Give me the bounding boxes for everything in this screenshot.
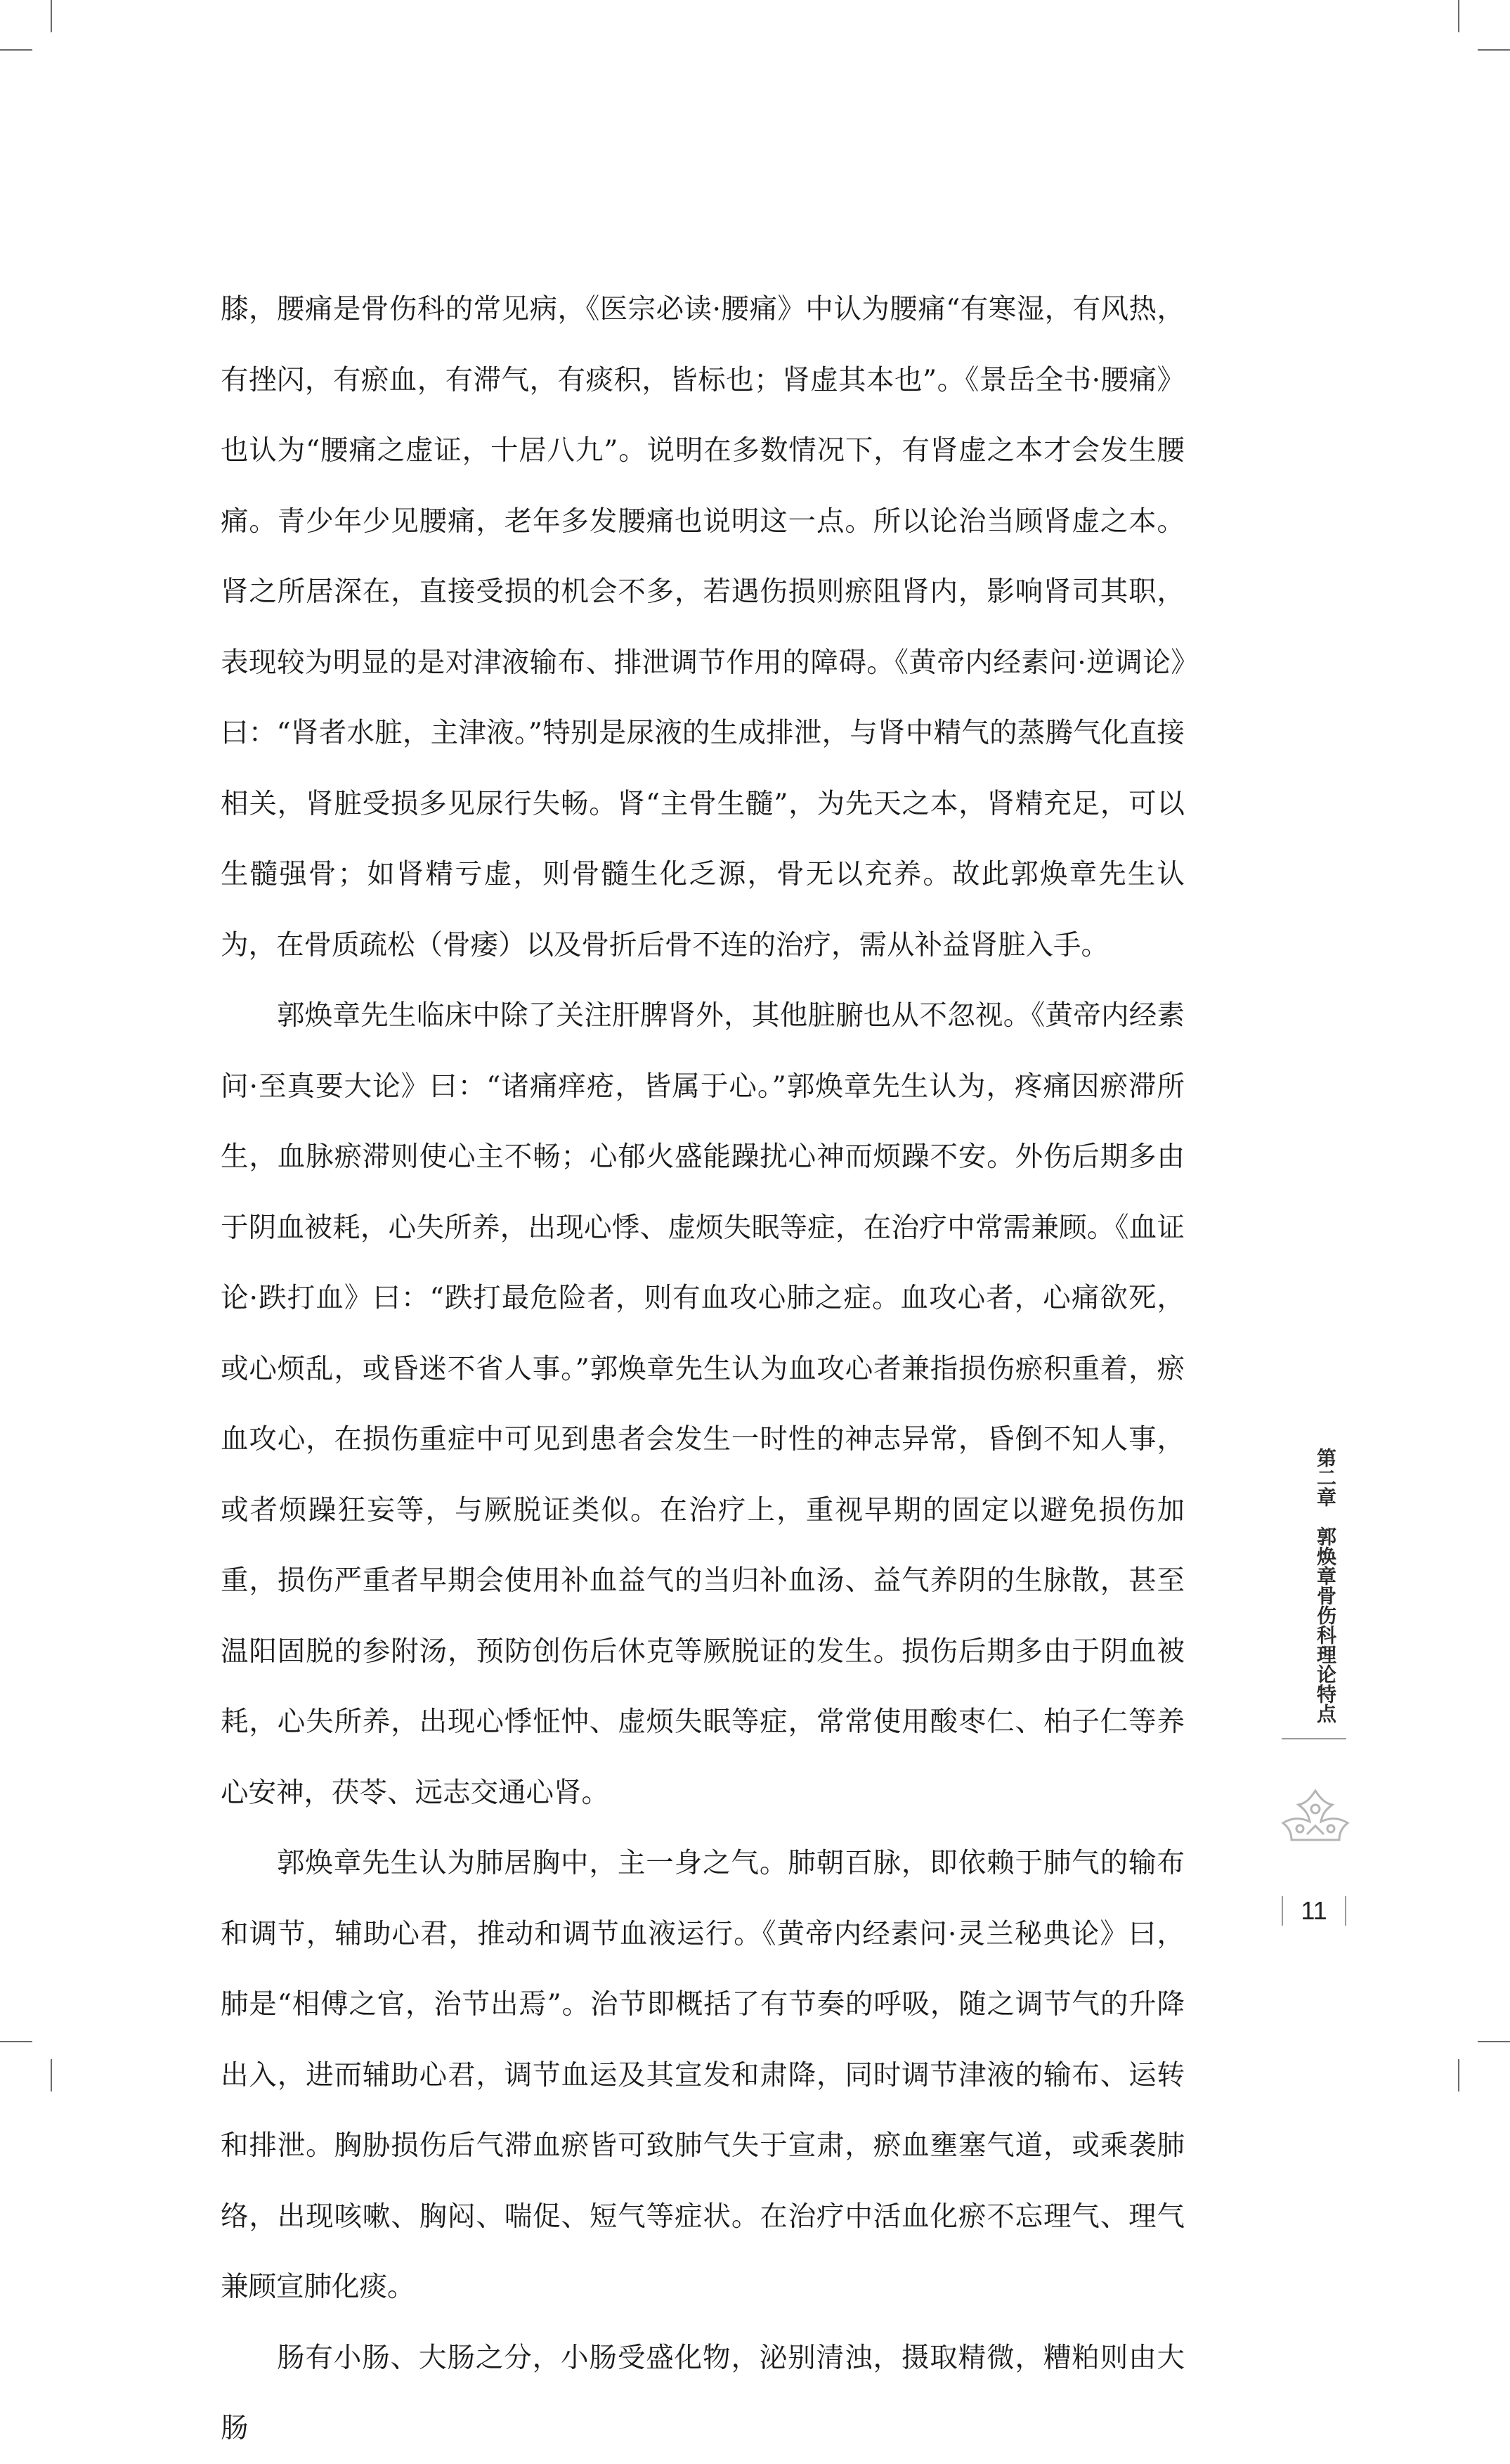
body-text	[221, 274, 1185, 2464]
page-number: 11	[1301, 1896, 1327, 1925]
crop-mark	[51, 2059, 52, 2092]
paragraph-2: 郭焕章先生临床中除了关注肝脾肾外，其他脏腑也从不忽视。《黄帝内经素问·至真要大论》曰：“诸痛痒疮，皆属于心。”郭焕章先生认为，疼痛因瘀滞所生，血脉瘀滞则使心主不畅；心郁火盛能躁扰心神而烦躁不安。外伤后期多由于阴血被耗，心失所养，出现心悸、虚烦失眠等症，在治疗中常需兼顾。《血证论·跌打血》曰：“跌打最危险者，则有血攻心肺之症。血攻心者，心痛欲死，或心烦乱，或昏迷不省人事。”郭焕章先生认为血攻心者兼指损伤瘀积重着，瘀血攻心，在损伤重症中可见到患者会发生一时性的神志异常，昏倒不知人事，或者烦躁狂妄等，与厥脱证类似。在治疗上，重视早期的固定以避免损伤加重，损伤严重者早期会使用补血益气的当归补血汤、益气养阴的生脉散，甚至温阳固脱的参附汤，预防创伤后休克等厥脱证的发生。损伤后期多由于阴血被耗，心失所养，出现心悸怔忡、虚烦失眠等症，常常使用酸枣仁、柏子仁等养心安神，茯苓、远志交通心肾。	[221, 999, 1185, 1809]
crop-mark	[0, 2041, 32, 2042]
crop-mark	[1458, 0, 1459, 32]
paragraph-3: 郭焕章先生认为肺居胸中，主一身之气。肺朝百脉，即依赖于肺气的输布和调节，辅助心君，推动和调节血液运行。《黄帝内经素问·灵兰秘典论》曰，肺是“相傅之官，治节出焉”。治节即概括了有节奏的呼吸，随之调节气的升降出入，进而辅助心君，调节血运及其宣发和肃降，同时调节津液的输布、运转和排泄。胸胁损伤后气滞血瘀皆可致肺气失于宣肃，瘀血壅塞气道，或乘袭肺络，出现咳嗽、胸闷、喘促、短气等症状。在治疗中活血化瘀不忘理气、理气兼顾宣肺化痰。	[221, 1847, 1185, 2303]
crop-mark	[51, 0, 52, 32]
paragraph-1: 膝，腰痛是骨伤科的常见病，《医宗必读·腰痛》中认为腰痛“有寒湿，有风热，有挫闪，有瘀血，有滞气，有痰积，皆标也；肾虚其本也”。《景岳全书·腰痛》也认为“腰痛之虚证，十居八九”。说明在多数情况下，有肾虚之本才会发生腰痛。青少年少见腰痛，老年多发腰痛也说明这一点。所以论治当顾肾虚之本。肾之所居深在，直接受损的机会不多，若遇伤损则瘀阻肾内，影响肾司其职，表现较为明显的是对津液输布、排泄调节作用的障碍。《黄帝内经素问·逆调论》曰：“肾者水脏，主津液。”特别是尿液的生成排泄，与肾中精气的蒸腾气化直接相关，肾脏受损多见尿行失畅。肾“主骨生髓”，为先天之本，肾精充足，可以生髓强骨；如肾精亏虚，则骨髓生化乏源，骨无以充养。故此郭焕章先生认为，在骨质疏松（骨痿）以及骨折后骨不连的治疗，需从补益肾脏入手。	[221, 293, 1185, 961]
crop-mark	[0, 49, 32, 51]
crop-mark	[1478, 2041, 1510, 2042]
page-number-right-bar	[1345, 1896, 1346, 1926]
crop-mark	[1478, 49, 1510, 51]
paragraph-4: 肠有小肠、大肠之分，小肠受盛化物，泌别清浊，摄取精微，糟粕则由大肠	[221, 2341, 1185, 2444]
side-divider	[1282, 1738, 1346, 1739]
crop-mark	[1458, 2059, 1459, 2092]
floral-ornament-icon	[1273, 1785, 1358, 1846]
chapter-side-title: 第二章 郭焕章骨伤科理论特点	[1314, 1448, 1337, 1723]
